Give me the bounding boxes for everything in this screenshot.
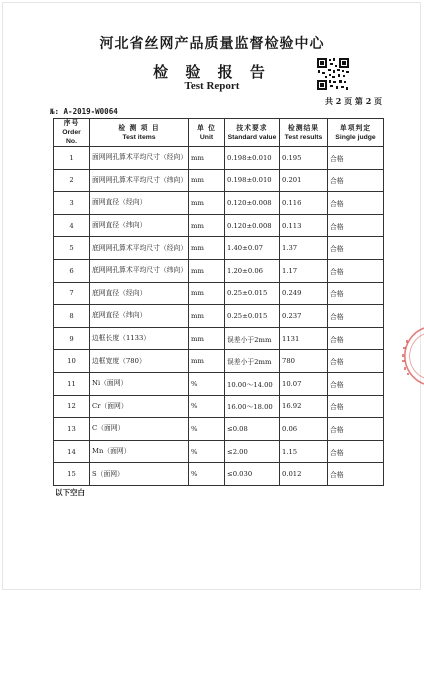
col-header-judge: 单项判定 Single judge — [328, 119, 384, 147]
cell-result: 0.012 — [280, 463, 328, 486]
table-row — [54, 418, 384, 441]
cell-result: 0.249 — [280, 282, 328, 305]
cell-test-item: Cr（面网） — [90, 395, 189, 418]
cell-result: 10.07 — [280, 372, 328, 395]
table-row — [54, 395, 384, 418]
table-row — [54, 147, 384, 170]
page-info: 共 2 页 第 2 页 — [325, 96, 383, 106]
cell-unit: mm — [189, 192, 225, 215]
cell-test-item: 面网网孔算术平均尺寸（纬向） — [90, 169, 189, 192]
cell-unit: % — [189, 418, 225, 441]
cell-unit: % — [189, 372, 225, 395]
table-header-row — [54, 119, 384, 147]
cell-unit: mm — [189, 147, 225, 170]
cell-result: 0.113 — [280, 214, 328, 237]
col-header-standard: 技术要求 Standard value — [225, 119, 280, 147]
table-row — [54, 169, 384, 192]
table-row — [54, 350, 384, 373]
cell-judge: 合格 — [328, 169, 384, 192]
cell-unit: mm — [189, 305, 225, 328]
table-row — [54, 327, 384, 350]
cell-standard: ≤2.00 — [225, 440, 280, 463]
cell-unit: % — [189, 395, 225, 418]
cell-judge: 合格 — [328, 372, 384, 395]
cell-result: 1.15 — [280, 440, 328, 463]
table-row — [54, 259, 384, 282]
cell-unit: mm — [189, 350, 225, 373]
cell-judge: 合格 — [328, 192, 384, 215]
table-row — [54, 237, 384, 260]
test-results-table — [53, 118, 384, 486]
col-header-items: 检 测 项 目 Test items — [90, 119, 189, 147]
table-row — [54, 463, 384, 486]
cell-result: 0.195 — [280, 147, 328, 170]
cell-standard: 0.25±0.015 — [225, 305, 280, 328]
cell-test-item: 面网网孔算术平均尺寸（经向） — [90, 147, 189, 170]
cell-judge: 合格 — [328, 395, 384, 418]
cell-result: 780 — [280, 350, 328, 373]
cell-standard: 0.198±0.010 — [225, 169, 280, 192]
cell-test-item: 底网直径（经向） — [90, 282, 189, 305]
cell-unit: mm — [189, 259, 225, 282]
cell-order-no: 13 — [54, 418, 90, 441]
table-row — [54, 282, 384, 305]
table-row — [54, 305, 384, 328]
official-seal-stamp — [396, 326, 424, 386]
cell-unit: mm — [189, 282, 225, 305]
cell-test-item: S（面网） — [90, 463, 189, 486]
cell-standard: 误差小于2mm — [225, 350, 280, 373]
cell-standard: 16.00～18.00 — [225, 395, 280, 418]
cell-result: 1.17 — [280, 259, 328, 282]
report-title-cn: 检 验 报 告 — [153, 63, 271, 81]
cell-order-no: 4 — [54, 214, 90, 237]
cell-unit: % — [189, 440, 225, 463]
organization-name: 河北省丝网产品质量监督检验中心 — [99, 36, 325, 52]
cell-judge: 合格 — [328, 350, 384, 373]
cell-judge: 合格 — [328, 259, 384, 282]
cell-standard: 1.20±0.06 — [225, 259, 280, 282]
cell-test-item: 底网网孔算术平均尺寸（经向） — [90, 237, 189, 260]
cell-order-no: 3 — [54, 192, 90, 215]
cell-test-item: 底网网孔算术平均尺寸（纬向） — [90, 259, 189, 282]
cell-order-no: 9 — [54, 327, 90, 350]
cell-test-item: C（面网） — [90, 418, 189, 441]
cell-standard: 0.120±0.008 — [225, 192, 280, 215]
cell-judge: 合格 — [328, 327, 384, 350]
cell-standard: 1.40±0.07 — [225, 237, 280, 260]
cell-standard: 0.120±0.008 — [225, 214, 280, 237]
cell-result: 1.37 — [280, 237, 328, 260]
cell-order-no: 5 — [54, 237, 90, 260]
cell-judge: 合格 — [328, 147, 384, 170]
cell-judge: 合格 — [328, 418, 384, 441]
table-row — [54, 372, 384, 395]
cell-unit: % — [189, 463, 225, 486]
cell-result: 0.116 — [280, 192, 328, 215]
cell-unit: mm — [189, 237, 225, 260]
cell-order-no: 6 — [54, 259, 90, 282]
cell-order-no: 14 — [54, 440, 90, 463]
table-row — [54, 214, 384, 237]
cell-standard: 0.25±0.015 — [225, 282, 280, 305]
cell-order-no: 11 — [54, 372, 90, 395]
cell-judge: 合格 — [328, 440, 384, 463]
cell-standard: ≤0.08 — [225, 418, 280, 441]
cell-test-item: Mn（面网） — [90, 440, 189, 463]
cell-order-no: 8 — [54, 305, 90, 328]
cell-judge: 合格 — [328, 282, 384, 305]
blank-below-note: 以下空白 — [55, 488, 85, 497]
cell-judge: 合格 — [328, 214, 384, 237]
cell-test-item: 底网直径（纬向） — [90, 305, 189, 328]
cell-judge: 合格 — [328, 305, 384, 328]
cell-test-item: 边框宽度（780） — [90, 350, 189, 373]
qr-code-icon — [316, 57, 350, 91]
report-number: №: A-2019-W0064 — [50, 107, 118, 116]
col-header-unit: 单 位 Unit — [189, 119, 225, 147]
cell-standard: 10.00～14.00 — [225, 372, 280, 395]
table-row — [54, 440, 384, 463]
cell-result: 0.06 — [280, 418, 328, 441]
cell-result: 0.201 — [280, 169, 328, 192]
cell-standard: 误差小于2mm — [225, 327, 280, 350]
cell-standard: ≤0.030 — [225, 463, 280, 486]
cell-judge: 合格 — [328, 463, 384, 486]
cell-order-no: 12 — [54, 395, 90, 418]
cell-test-item: Ni（面网） — [90, 372, 189, 395]
report-title-en: Test Report — [184, 80, 240, 92]
cell-order-no: 10 — [54, 350, 90, 373]
cell-test-item: 面网直径（纬向） — [90, 214, 189, 237]
cell-test-item: 边框长度（1133） — [90, 327, 189, 350]
cell-unit: mm — [189, 214, 225, 237]
table-row — [54, 192, 384, 215]
cell-order-no: 15 — [54, 463, 90, 486]
cell-result: 1131 — [280, 327, 328, 350]
col-header-result: 检测结果 Test results — [280, 119, 328, 147]
cell-order-no: 1 — [54, 147, 90, 170]
cell-result: 0.237 — [280, 305, 328, 328]
cell-judge: 合格 — [328, 237, 384, 260]
cell-unit: mm — [189, 169, 225, 192]
col-header-order: 序号 Order No. — [54, 119, 90, 147]
cell-test-item: 面网直径（经向） — [90, 192, 189, 215]
cell-result: 16.92 — [280, 395, 328, 418]
cell-unit: mm — [189, 327, 225, 350]
cell-order-no: 2 — [54, 169, 90, 192]
cell-order-no: 7 — [54, 282, 90, 305]
cell-standard: 0.198±0.010 — [225, 147, 280, 170]
